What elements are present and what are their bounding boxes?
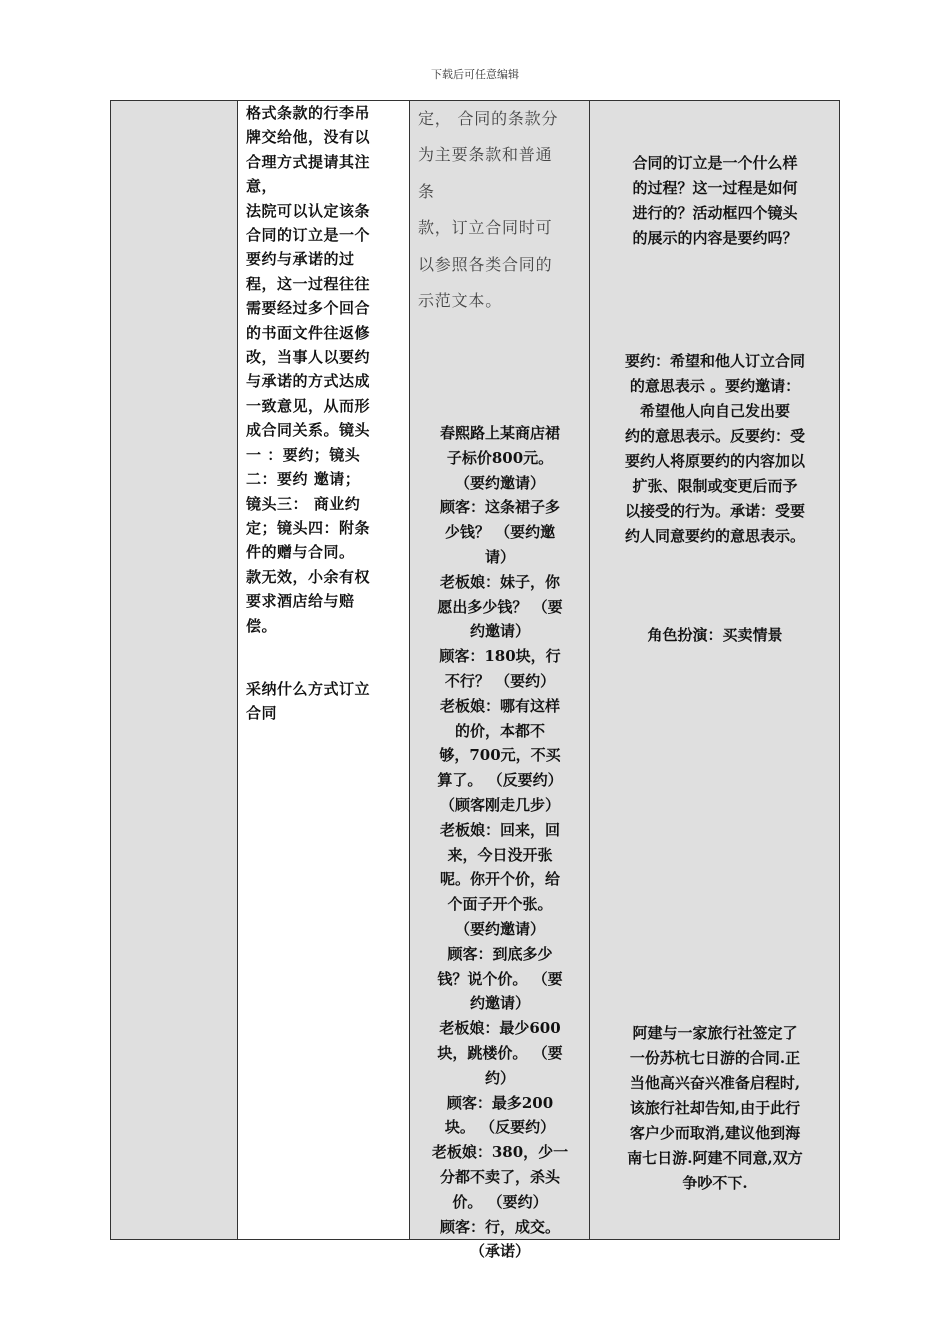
table-column-3 — [410, 100, 590, 1261]
role-play-label: 角色扮演：买卖情景 — [647, 626, 783, 644]
question-text: 采纳什么方式订立 合同 — [246, 680, 371, 723]
page-header: 下载后可任意编辑 — [431, 68, 519, 81]
dialogue-text: 春熙路上某商店裙 子标价800元。 （要约邀请） 顾客：这条裙子多 少钱？ （要约邀 请） 老板娘：妹子，你 愿出多少钱？ （要 约邀请） 顾客：180块，行 不行？ （要约） 老板娘：哪有这样 的价，本都不 够，700元，不买 算了。 （反要约） （顾客刚走几步） 老板娘：回来，回 来，今日没开张 呢。你开个价，给 个面子开个张。 （要约邀请） 顾客：到底多少 钱？说个价。 （要 约邀请） 老板娘：最少600 块，跳楼价。 （要 约） 顾客：最多200 块。 （反要约） 老板娘：380，少一 分都不卖了，杀头 价。 （要约） 顾客：行，成交。 （承诺） — [431, 424, 569, 1261]
contract-terms-text: 定， 合同的条款分 为主要条款和普通 条 款，订立合同时可 以参照各类合同的 示范文本。 — [418, 109, 559, 311]
table-column-4 — [590, 100, 840, 1240]
question-block: 合同的订立是一个什么样 的过程？这一过程是如何 进行的？活动框四个镜头 的展示的内容是要约吗？ — [632, 154, 798, 247]
definitions-block: 要约：希望和他人订立合同 的意思表示 。要约邀请： 希望他人向自己发出要 约的意思表示。反要约：受 要约人将原要约的内容加以 扩张、限制或变更后而予 以接受的行为。承诺：受要 约人同意要约的意思表示。 — [624, 352, 805, 545]
case-story-block: 阿建与一家旅行社签定了 一份苏杭七日游的合同.正 当他高兴奋兴准备启程时, 该旅行社却告知,由于此行 客户少而取消,建议他到海 南七日游.阿建不同意,双方 争吵不下. — [627, 1024, 803, 1192]
table-column-2 — [238, 100, 410, 1240]
case-analysis-text: 格式条款的行李吊 牌交给他，没有以 合理方式提请其注 意， 法院可以认定该条 合同的订立是一个 要约与承诺的过 程，这一过程往往 需要经过多个回合 的书面文件往返修 改，当事人以要约 与承诺的方式达成 一致意见，从而形 成合同关系。镜头 一 ：要约；镜头 二：要约 邀请； 镜头三： 商业约 定；镜头四：附条 件的赠与合同。 款无效，小余有权 要求酒店给与赔 偿。 — [246, 104, 371, 635]
table-column-1 — [110, 100, 238, 1240]
